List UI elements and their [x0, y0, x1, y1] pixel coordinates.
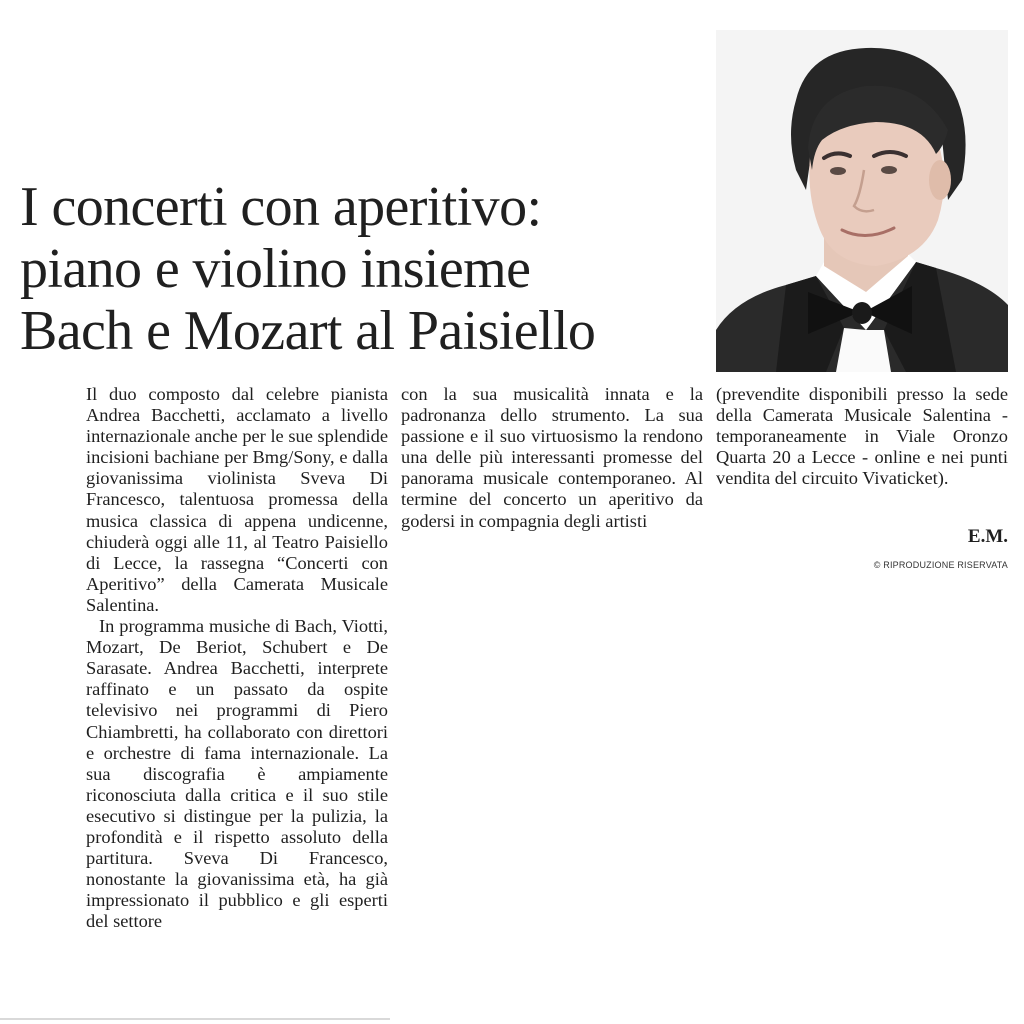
article-headline — [20, 176, 710, 362]
copyright-notice: © RIPRODUZIONE RISERVATA — [873, 560, 1008, 570]
article-paragraph: In programma musiche di Bach, Viotti, Mozart, De Beriot, Schubert e De Sarasate. Andrea Bacchetti, interprete raffinato e un passato da ospite televisivo nei programmi di Piero Chiambretti, ha collaborato con direttori e orchestre di fama internazionale. La sua discografia è ampiamente riconosciuta dalla critica e il suo stile esecutivo si distingue per la pulizia, la profondità e il rispetto assoluto della partitura. Sveva Di Francesco, nonostante la giovanissima età, ha già impressionato il pubblico e gli esperti del settore — [86, 616, 388, 932]
article-column-2 — [401, 384, 703, 532]
article-column-3 — [716, 384, 1008, 489]
portrait-illustration — [716, 30, 1008, 372]
headline-line-2: piano e violino insieme — [20, 238, 531, 300]
article-paragraph: Il duo composto dal celebre pianista Andrea Bacchetti, acclamato a livello internazionale anche per le sue splendide incisioni bachiane per Bmg/Sony, e dalla giovanissima violinista Sveva Di Francesco, talentuosa promessa della musica classica di appena undicenne, chiuderà oggi alle 11, al Teatro Paisiello di Lecce, la rassegna “Concerti con Aperitivo” della Camerata Musicale Salentina. — [86, 384, 388, 615]
author-signature: E.M. — [967, 526, 1008, 547]
article-paragraph: (prevendite disponibili presso la sede della Camerata Musicale Salentina -temporaneamente in Viale Oronzo Quarta 20 a Lecce - online e nei punti vendita del circuito Vivaticket). — [716, 384, 1008, 489]
headline-line-1: I concerti con aperitivo: — [20, 176, 542, 238]
article-paragraph: con la sua musicalità innata e la padronanza dello strumento. La sua passione e il suo virtuosismo la rendono una delle più interessanti promesse del panorama musicale contemporaneo. Al termine del concerto un aperitivo da godersi in compagnia degli artisti — [401, 384, 703, 531]
portrait-photo — [716, 30, 1008, 372]
headline-line-3: Bach e Mozart al Paisiello — [20, 300, 596, 362]
page-divider — [0, 1018, 390, 1020]
article-column-1 — [86, 384, 388, 932]
